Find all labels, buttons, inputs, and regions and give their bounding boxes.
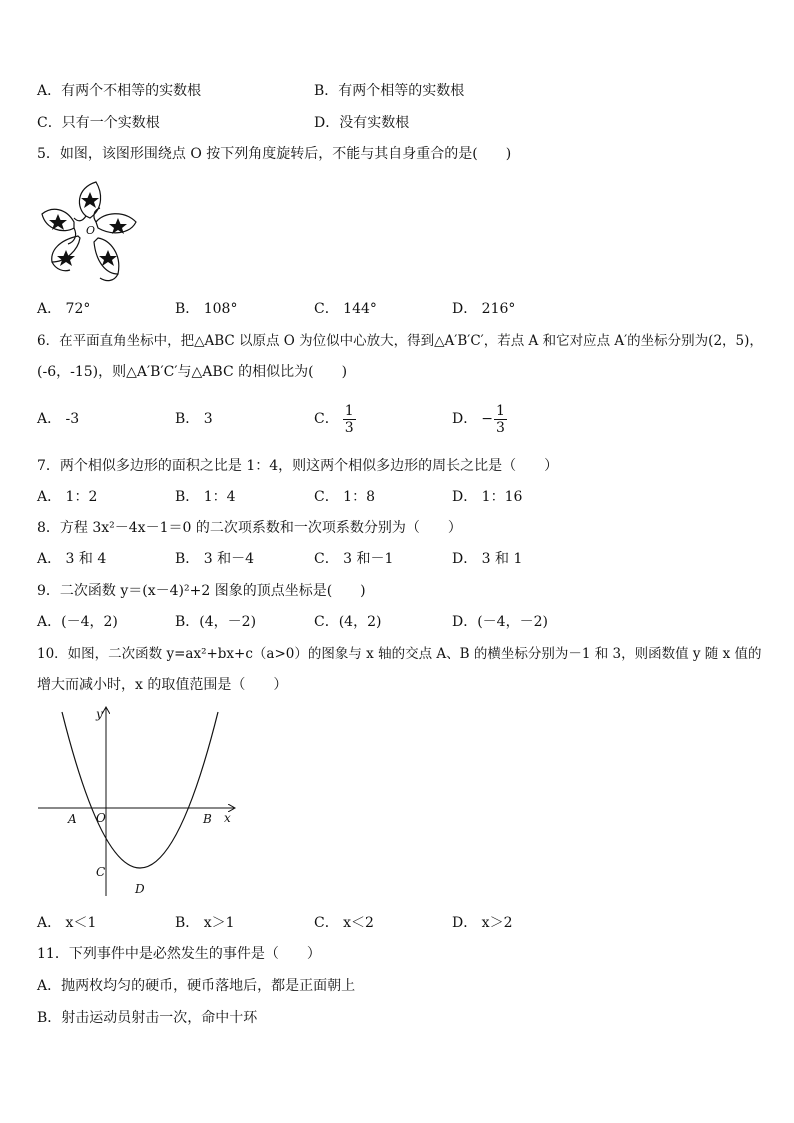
q5-stem: 5．如图，该图形围绕点 O 按下列角度旋转后，不能与其自身重合的是( ) [37, 146, 512, 162]
q5-figure [38, 178, 140, 284]
q10-parabola [62, 712, 218, 868]
q6-stem-line2: (-6，-15)，则△A′B′C′与△ABC 的相似比为( ) [37, 364, 348, 380]
q6-option-d-numerator: 1 [495, 402, 505, 419]
q11-option-b: B．射击运动员射击一次，命中十环 [37, 1010, 258, 1026]
q11-stem: 11．下列事件中是必然发生的事件是（ ） [37, 946, 321, 962]
q8-stem: 8．方程 3x²－4x－1＝0 的二次项系数和一次项系数分别为（ ） [37, 520, 462, 536]
q10-graph [36, 704, 242, 900]
q6-option-d-label: D． [452, 411, 478, 427]
q5-leaf-left [42, 209, 76, 244]
q9-option-c: C．(4，2) [314, 614, 382, 630]
q7-stem: 7．两个相似多边形的面积之比是 1：4，则这两个相似多边形的周长之比是（ ） [37, 458, 559, 474]
q10-x-label: x [224, 811, 231, 825]
q10-stem-line1: 10．如图，二次函数 y=ax²+bx+c（a>0）的图象与 x 轴的交点 A、B 的横坐标分别为－1 和 3，则函数值 y 随 x 值的 [37, 646, 762, 662]
q6-option-b: B． 3 [175, 411, 213, 427]
q5-option-b: B． 108° [175, 301, 238, 317]
q6-option-d [452, 400, 507, 438]
q5-option-a: A． 72° [37, 301, 91, 317]
q6-option-a: A． -3 [37, 411, 80, 427]
q10-point-a-label: A [68, 812, 77, 826]
q6-option-c-numerator: 1 [344, 402, 354, 419]
q10-option-c: C． x＜2 [314, 915, 374, 931]
q10-y-label: y [96, 707, 103, 721]
q6-stem-line1: 6．在平面直角坐标中，把△ABC 以原点 O 为位似中心放大，得到△A′B′C′，若点 A 和它对应点 A′的坐标分别为(2，5)， [37, 333, 763, 349]
q8-option-d: D． 3 和 1 [452, 551, 523, 567]
q11-option-a: A．抛两枚均匀的硬币，硬币落地后，都是正面朝上 [37, 978, 356, 994]
q6-option-c-label: C． [314, 411, 339, 427]
q10-option-a: A． x＜1 [37, 915, 97, 931]
q10-point-c-label: C [96, 865, 106, 879]
q8-option-c: C． 3 和－1 [314, 551, 394, 567]
q10-stem-line2: 增大而减小时，x 的取值范围是（ ） [37, 677, 288, 693]
q5-option-d: D． 216° [452, 301, 516, 317]
q6-option-c-denominator: 3 [344, 419, 354, 436]
q9-option-d: D．(－4，－2) [452, 614, 548, 630]
q7-option-d: D． 1：16 [452, 489, 523, 505]
q10-origin-label: O [96, 811, 106, 825]
q10-point-d-label: D [135, 882, 145, 896]
q9-option-a: A．(－4，2) [37, 614, 118, 630]
q6-option-d-sign: − [481, 411, 493, 427]
q5-center-label: O [86, 224, 96, 237]
q4-option-a: A．有两个不相等的实数根 [37, 83, 202, 99]
q10-option-d: D． x＞2 [452, 915, 513, 931]
q8-option-b: B． 3 和－4 [175, 551, 255, 567]
q9-option-b: B．(4，－2) [175, 614, 257, 630]
q7-option-a: A． 1：2 [37, 489, 98, 505]
q9-stem: 9．二次函数 y＝(x－4)²+2 图象的顶点坐标是( ) [37, 583, 366, 599]
q5-option-c: C． 144° [314, 301, 377, 317]
q4-option-c: C．只有一个实数根 [37, 115, 160, 131]
q6-option-d-fraction [494, 403, 507, 436]
q10-option-b: B． x＞1 [175, 915, 235, 931]
q10-point-b-label: B [203, 812, 212, 826]
q6-option-c [314, 400, 356, 438]
q7-option-c: C． 1：8 [314, 489, 375, 505]
q8-option-a: A． 3 和 4 [37, 551, 107, 567]
q4-option-d: D．没有实数根 [314, 115, 410, 131]
q4-option-b: B．有两个相等的实数根 [314, 83, 465, 99]
q6-option-d-denominator: 3 [495, 419, 505, 436]
q6-option-c-fraction [343, 403, 356, 436]
q7-option-b: B． 1：4 [175, 489, 236, 505]
